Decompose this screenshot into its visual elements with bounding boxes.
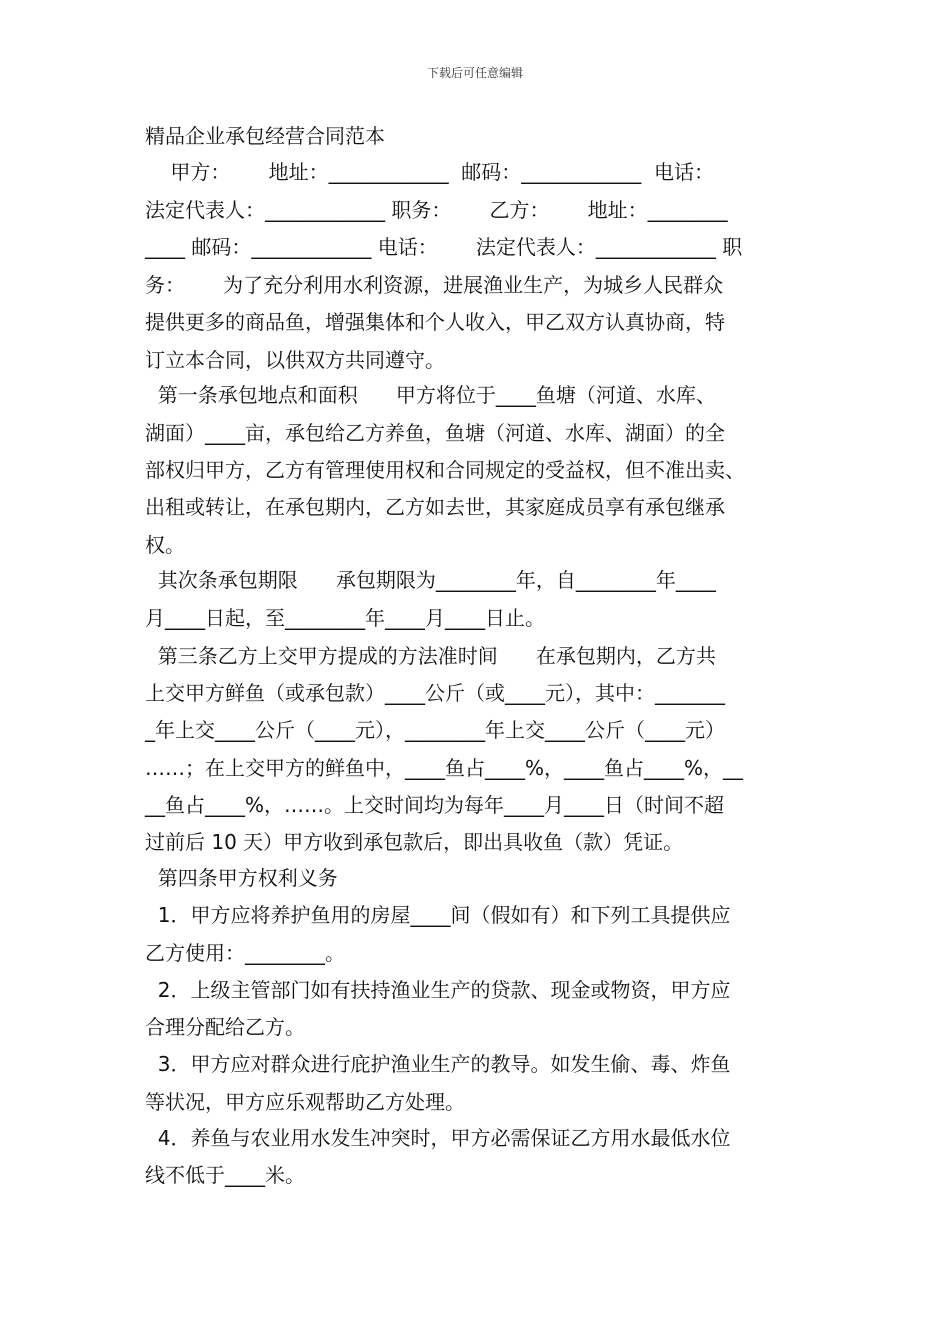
text-line: 线不低于____米。 [145,1163,305,1187]
text-line: 甲方： 地址：____________ 邮码：____________ 电话： [145,160,715,184]
text-line: 权。 [145,533,185,557]
text-line: 合理分配给乙方。 [145,1015,305,1039]
text-line: 法定代表人：____________ 职务： 乙方： 地址：________ [145,198,728,222]
text-line: 2．上级主管部门如有扶持渔业生产的贷款、现金或物资，甲方应 [145,978,731,1002]
text-line: 月____日起，至________年____月____日止。 [145,606,545,630]
text-line: _年上交____公斤（____元），________年上交____公斤（____元） [145,718,725,742]
text-line: 过前后 10 天）甲方收到承包款后，即出具收鱼（款）凭证。 [145,830,684,854]
text-line: ……；在上交甲方的鲜鱼中，____鱼占____%，____鱼占____%，__ [145,756,744,780]
doc-title: 精品企业承包经营合同范本 [145,124,385,148]
text-line: 出租或转让，在承包期内，乙方如去世，其家庭成员享有承包继承 [145,495,725,519]
text-line: 1．甲方应将养护鱼用的房屋____间（假如有）和下列工具提供应 [145,903,731,927]
text-line: ____ 邮码：____________ 电话： 法定代表人：____________ 职 [145,235,743,259]
header-note: 下载后可任意编辑 [426,66,523,80]
text-line: 4．养鱼与农业用水发生冲突时，甲方必需保证乙方用水最低水位 [145,1126,731,1150]
text-line: 其次条承包期限 承包期限为________年，自________年____ [145,568,716,592]
text-line: 上交甲方鲜鱼（或承包款）____公斤（或____元），其中：_______ [145,681,725,705]
text-line: 第三条乙方上交甲方提成的方法准时间 在承包期内，乙方共 [145,644,716,668]
text-line: 湖面）____亩，承包给乙方养鱼，鱼塘（河道、水库、湖面）的全 [145,421,725,445]
text-line: 提供更多的商品鱼，增强集体和个人收入，甲乙双方认真协商，特 [145,310,725,334]
text-line: __鱼占____%，……。上交时间均为每年____月____日（时间不超 [145,793,725,817]
text-line: 第四条甲方权利义务 [145,866,338,890]
text-line: 务： 为了充分利用水利资源，进展渔业生产，为城乡人民群众 [145,273,724,297]
text-line: 等状况，甲方应乐观帮助乙方处理。 [145,1090,465,1114]
text-line: 3．甲方应对群众进行庇护渔业生产的教导。如发生偷、毒、炸鱼 [145,1052,731,1076]
text-line: 乙方使用：________。 [145,941,345,965]
text-line: 部权归甲方，乙方有管理使用权和合同规定的受益权，但不准出卖、 [145,458,745,482]
text-line: 第一条承包地点和面积 甲方将位于____鱼塘（河道、水库、 [145,383,716,407]
text-line: 订立本合同，以供双方共同遵守。 [145,348,445,372]
